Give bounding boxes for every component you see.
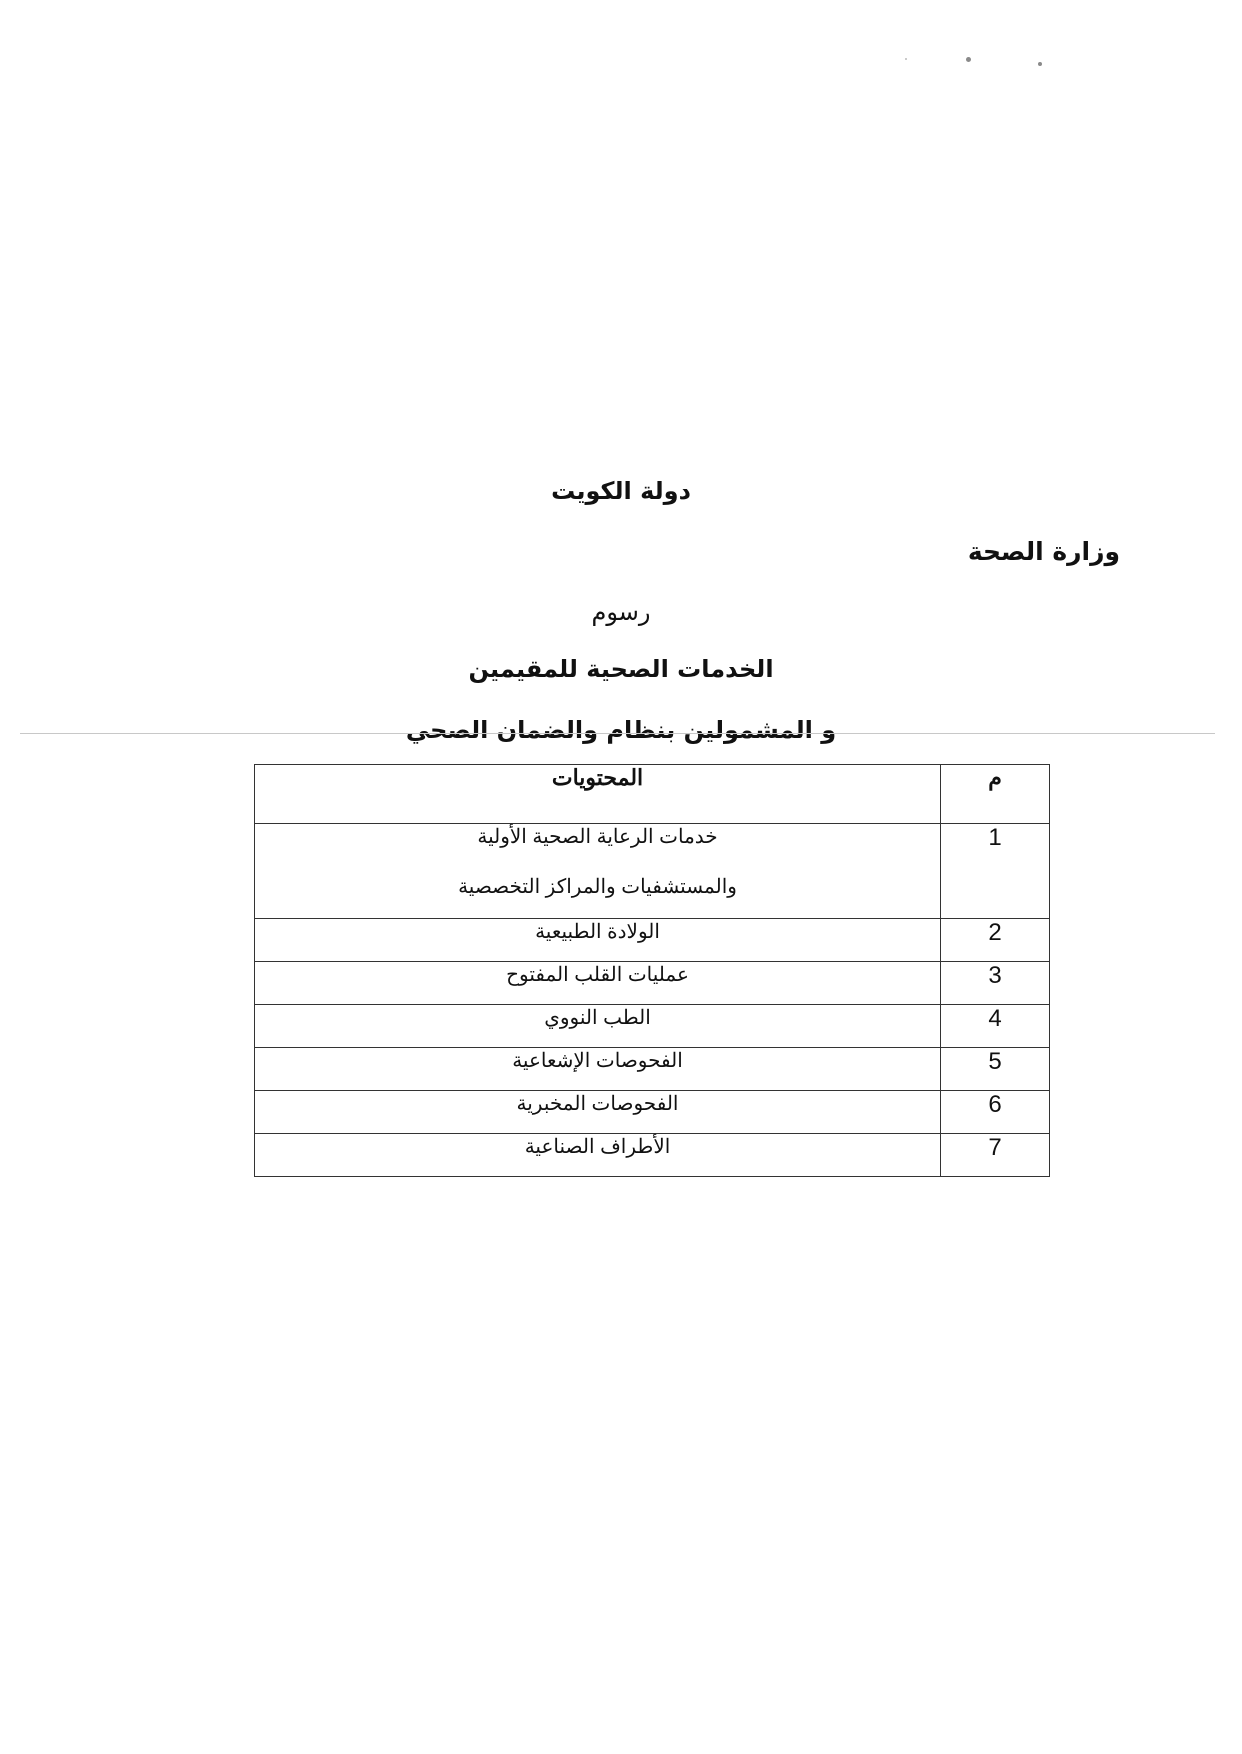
ministry-title: وزارة الصحة [967, 537, 1120, 566]
row-number: 2 [941, 919, 1050, 962]
row-content-line: الفحوصات المخبرية [516, 1093, 679, 1115]
row-number: 7 [941, 1134, 1050, 1177]
table-row [255, 1005, 1050, 1048]
row-content-line: الولادة الطبيعية [535, 921, 660, 943]
row-content-line: عمليات القلب المفتوح [506, 964, 689, 986]
scan-speck [1038, 62, 1042, 66]
row-content-line: خدمات الرعاية الصحية الأولية [477, 826, 718, 848]
column-header-number: م [941, 765, 1050, 824]
document-title-line-1: رسوم [591, 598, 651, 626]
contents-table [254, 764, 1050, 1177]
document-title-line-2: الخدمات الصحية للمقيمين [468, 655, 774, 683]
table-row [255, 962, 1050, 1005]
document-title-line-3: و المشمولين بنظام والضمان الصحي [405, 716, 837, 744]
row-content-line: الفحوصات الإشعاعية [512, 1050, 683, 1072]
row-number: 5 [941, 1048, 1050, 1091]
row-content [255, 962, 941, 1005]
scan-speck [966, 57, 971, 62]
row-content [255, 919, 941, 962]
row-number: 1 [941, 824, 1050, 919]
table-row [255, 1134, 1050, 1177]
table-row [255, 824, 1050, 919]
table-header-row [255, 765, 1050, 824]
column-header-contents: المحتويات [255, 765, 941, 824]
row-number: 4 [941, 1005, 1050, 1048]
row-content-line: الأطراف الصناعية [524, 1136, 671, 1158]
row-content-line: الطب النووي [544, 1007, 651, 1029]
row-number: 6 [941, 1091, 1050, 1134]
scan-speck [905, 58, 907, 60]
row-content [255, 1091, 941, 1134]
row-number: 3 [941, 962, 1050, 1005]
table-row [255, 919, 1050, 962]
row-content [255, 824, 941, 919]
row-content [255, 1048, 941, 1091]
table-row [255, 1091, 1050, 1134]
row-content [255, 1134, 941, 1177]
table-row [255, 1048, 1050, 1091]
row-content-line: والمستشفيات والمراكز التخصصية [458, 876, 737, 898]
scan-artifact-line [20, 733, 1215, 734]
row-content [255, 1005, 941, 1048]
country-title: دولة الكويت [551, 477, 691, 505]
